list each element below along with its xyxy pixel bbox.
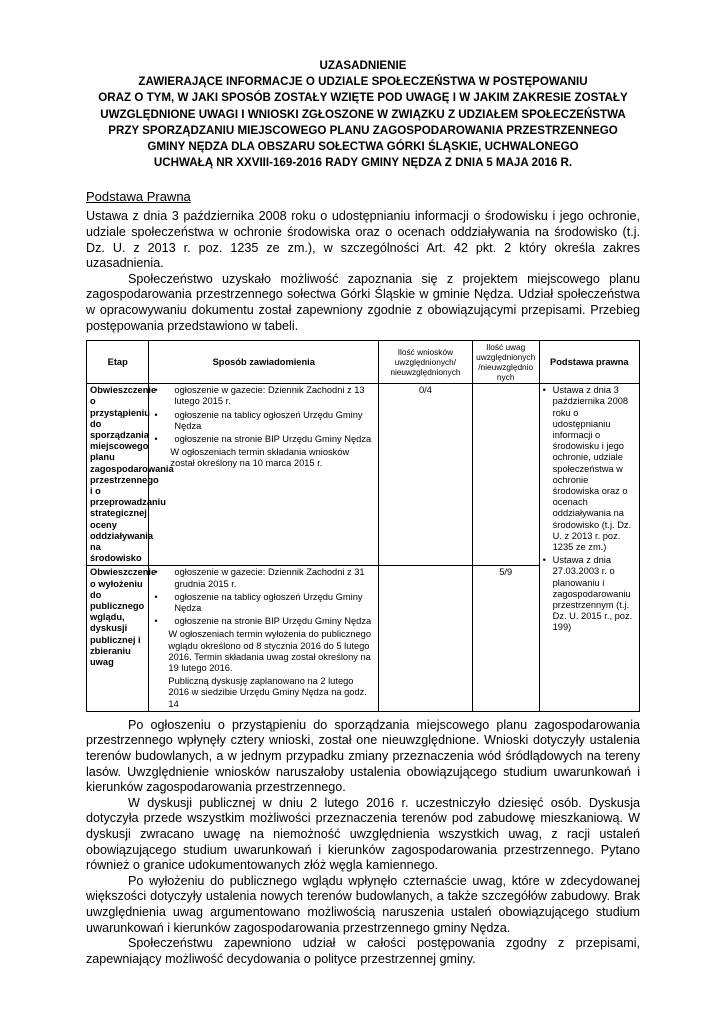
legal-basis-item: • Ustawa z dnia 27.03.2003 r. o planowaniu i zagospodarowaniu przestrzennym (t.j. Dz. U. 2015 r., poz. 199) [543, 555, 636, 633]
row-wnioski [379, 566, 473, 711]
header-sposob: Sposób zawiadomienia [149, 341, 379, 384]
row-uwagi [472, 384, 539, 566]
title-line: PRZY SPORZĄDZANIU MIEJSCOWEGO PLANU ZAGOSPODAROWANIA PRZESTRZENNEGO [108, 123, 618, 137]
header-podstawa: Podstawa prawna [539, 341, 639, 384]
legal-basis-item: • Ustawa z dnia 3 października 2008 roku o udostępnianiu informacji o środowisku i jego ochronie, udziale społeczeństwa w ochronie środowiska oraz o ocenach oddziaływania na środowisko (t.j. Dz. U. z 2013 r. poz. 1235 ze zm.) [543, 385, 636, 553]
section-heading: Podstawa Prawna [86, 189, 191, 205]
header-wnioski: Ilość wniosków uwzględnionych/ nieuwzględnionych [379, 341, 473, 384]
table-header-row [87, 341, 640, 384]
procedure-table [86, 340, 640, 712]
method-bullet: • ogłoszenie na stronie BIP Urzędu Gminy Nędza [152, 616, 375, 627]
row-wnioski: 0/4 [379, 384, 473, 566]
closing-paragraph: Społeczeństwu zapewniono udział w całości postępowania zgodny z przepisami, zapewniający możliwość decydowania o polityce przestrzennej gminy. [86, 936, 640, 966]
closing-paragraph: Po ogłoszeniu o przystąpieniu do sporządzania miejscowego planu zagospodarowania przestrzennego wpłynęły cztery wnioski, został one nieuwzględnione. Wnioski dotyczyły ustalenia terenów budowlanych, a w jednym przypadku zmiany przeznaczenia wód śródlądowych na tereny lasów. Uwzględnienie wniosków naruszałoby ustalenia obowiązującego studium uwarunkowań i kierunków zagospodarowania przestrzennego. [86, 717, 640, 795]
method-bullet: • ogłoszenie na stronie BIP Urzędu Gminy Nędza [152, 434, 375, 445]
method-bullet: • ogłoszenie w gazecie: Dziennik Zachodni z 13 lutego 2015 r. [152, 385, 375, 407]
intro-paragraph: Ustawa z dnia 3 października 2008 roku o udostępnianiu informacji o środowisku i jego ochronie, udziale społeczeństwa w ochronie środowiska oraz o ocenach oddziaływania na środowisko (t.j. Dz. U. z 2013 r. poz. 1235 ze zm.), w szczególności Art. 42 pkt. 2 który określa zakres uzasadnienia. [86, 209, 640, 271]
method-note: W ogłoszeniach termin wyłożenia do publicznego wglądu określono od 8 stycznia 2016 do 5 lutego 2016. Termin składania uwag został określony na 19 lutego 2016. [168, 629, 371, 674]
title-line: GMINY NĘDZA DLA OBSZARU SOŁECTWA GÓRKI ŚLĄSKIE, UCHWALONEGO [147, 140, 579, 154]
method-bullet: • ogłoszenie w gazecie: Dziennik Zachodni z 31 grudnia 2015 r. [152, 567, 375, 589]
method-bullet: • ogłoszenie na tablicy ogłoszeń Urzędu Gminy Nędza [152, 410, 375, 432]
document-page [86, 58, 640, 967]
table-row [87, 384, 640, 566]
method-note: W ogłoszeniach termin składania wniosków został określony na 10 marca 2015 r. [170, 447, 350, 469]
title-line: ZAWIERAJĄCE INFORMACJE O UDZIALE SPOŁECZEŃSTWA W POSTĘPOWANIU [138, 75, 588, 89]
title-line: UCHWAŁĄ NR XXVIII-169-2016 RADY GMINY NĘDZA Z DNIA 5 MAJA 2016 R. [153, 156, 573, 170]
method-bullet: • ogłoszenie na tablicy ogłoszeń Urzędu Gminy Nędza [152, 592, 375, 614]
row-method [149, 384, 379, 566]
row-etap: Obwieszczenie o przystąpieniu do sporządzania miejscowego planu zagospodarowania przestrzennego i o przeprowadzaniu strategicznej oceny oddziaływania na środowisko [87, 384, 149, 566]
header-etap: Etap [87, 341, 149, 384]
row-etap: Obwieszczenie o wyłożeniu do publicznego wglądu, dyskusji publicznej i zbieraniu uwag [87, 566, 149, 711]
closing-section [86, 718, 640, 968]
title-line: UWZGLĘDNIONE UWAGI I WNIOSKI ZGŁOSZONE W ZWIĄZKU Z UDZIAŁEM SPOŁECZEŃSTWA [100, 107, 626, 121]
document-title [86, 58, 640, 171]
row-uwagi: 5/9 [472, 566, 539, 711]
legal-basis-cell [539, 384, 639, 712]
closing-paragraph: Po wyłożeniu do publicznego wglądu wpłynęło czternaście uwag, które w zdecydowanej większości dotyczyły ustalenia nowych terenów budowlanych, a także szczegółów zabudowy. Brak uwzględnienia uwag argumentowano możliwością naruszenia ustaleń obowiązującego studium uwarunkowań i kierunków zagospodarowania przestrzennego gminy Nędza. [86, 873, 640, 935]
intro-paragraph: Społeczeństwo uzyskało możliwość zapoznania się z projektem miejscowego planu zagospodarowania przestrzennego sołectwa Górki Śląskie w gminie Nędza. Udział społeczeństwa w opracowywaniu dokumentu został zapewniony zgodnie z obowiązującymi przepisami. Przebieg postępowania przedstawiono w tabeli. [86, 271, 640, 333]
title-line: ORAZ O TYM, W JAKI SPOSÓB ZOSTAŁY WZIĘTE POD UWAGĘ I W JAKIM ZAKRESIE ZOSTAŁY [98, 91, 628, 105]
header-uwagi: Ilość uwag uwzględnionych /nieuwzględnio nych [472, 341, 539, 384]
title-line: UZASADNIENIE [319, 59, 407, 72]
row-method [149, 566, 379, 711]
closing-paragraph: W dyskusji publicznej w dniu 2 lutego 2016 r. uczestniczyło dziesięć osób. Dyskusja dotyczyła przede wszystkim możliwości przeznaczenia terenów pod zabudowę mieszkaniową. W dyskusji zwracano uwagę na niemożność uwzględnienia wszystkich uwag, z racji ustaleń obowiązującego studium uwarunkowań i kierunków zagospodarowania przestrzennego. Pytano również o granice udokumentowanych złóż węgla kamiennego. [86, 795, 640, 873]
method-note: Publiczną dyskusję zaplanowano na 2 lutego 2016 w siedzibie Urzędu Gminy Nędza na godz. 14 [168, 676, 367, 709]
